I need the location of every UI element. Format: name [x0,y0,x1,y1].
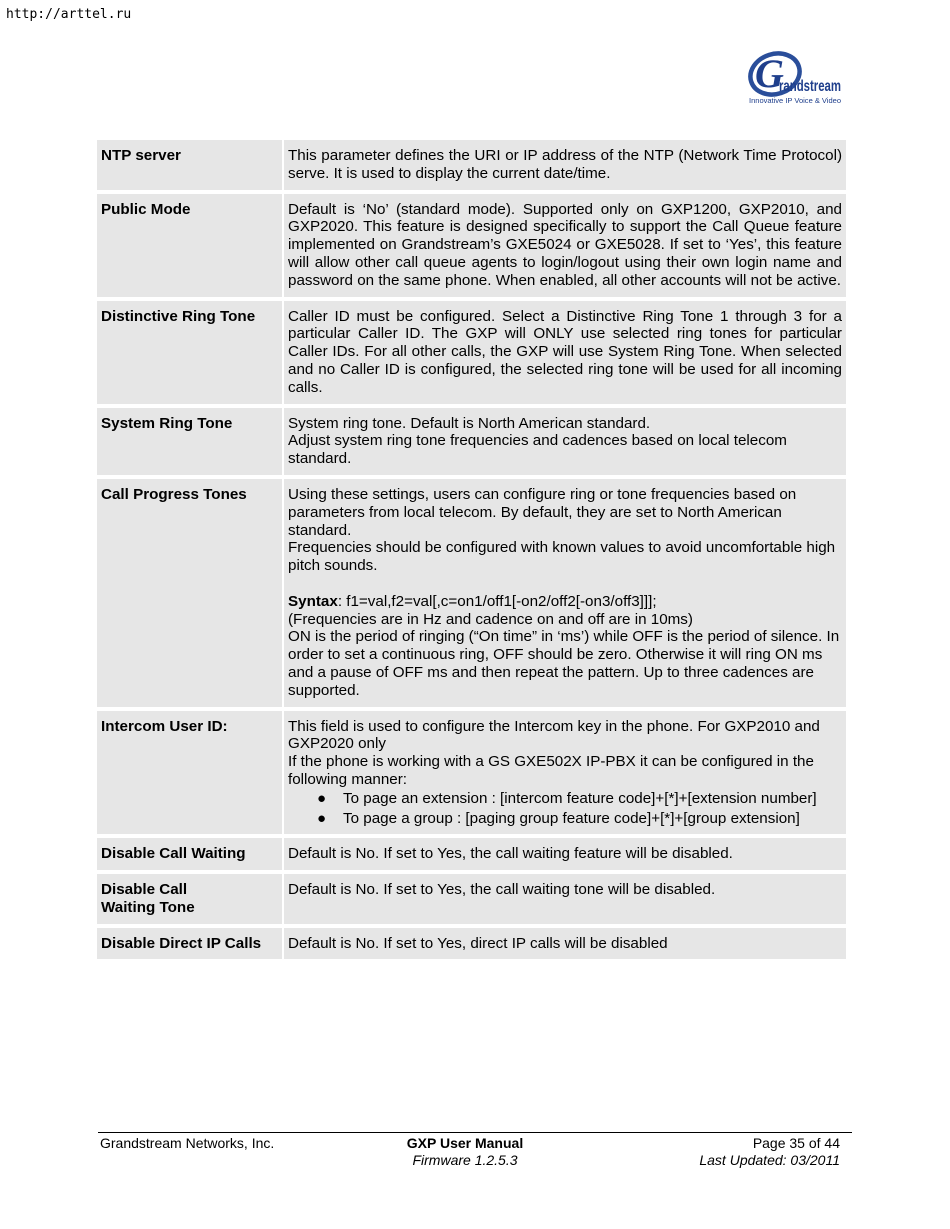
description-text: ON is the period of ringing (“On time” in ‘ms’) while OFF is the period of silence. In order to set a continuous ring, OFF should be zero. Otherwise it will ring ON ms and a pause of OFF ms and then repeat the pattern. Up to three cadences are supported. [288,628,840,699]
param-description [284,928,846,960]
svg-text:randstream: randstream [779,78,841,95]
table-row [97,301,846,404]
footer-last-updated: Last Updated: 03/2011 [699,1152,840,1168]
svg-text:G: G [755,51,784,96]
table-row [97,194,846,297]
description-text: Default is ‘No’ (standard mode). Supported only on GXP1200, GXP2010, and GXP2020. This feature is designed specifically to support the Call Queue feature implemented on Grandstream’s GXE5024 or GXE5028. If set to ‘Yes’, this feature will allow other call queue agents to login/logout using their own login name and password on the same phone. When enabled, all other accounts will not be active. [288,200,842,289]
description-text: Caller ID must be configured. Select a Distinctive Ring Tone 1 through 3 for a particular Caller ID. The GXP will ONLY use selected ring tones for particular Caller IDs. For all other calls, the GXP will use System Ring Tone. When selected and no Caller ID is configured, the selected ring tone will be used for all incoming calls. [288,307,842,396]
param-description [284,479,846,707]
param-name: System Ring Tone [97,408,282,475]
description-text: Default is No. If set to Yes, the call waiting tone will be disabled. [288,881,716,899]
param-description [284,711,846,835]
description-text: This parameter defines the URI or IP address of the NTP (Network Time Protocol) serve. It is used to display the current date/time. [288,147,842,182]
blank-line [288,575,842,593]
list-item [317,809,842,828]
grandstream-logo [745,47,845,109]
param-description [284,140,846,190]
param-name: NTP server [97,140,282,190]
description-text: Using these settings, users can configure ring or tone frequencies based on parameters from local telecom. By default, they are set to North American standard. [288,485,797,539]
param-description [284,194,846,297]
description-text: Adjust system ring tone frequencies and cadences based on local telecom standard. [288,432,787,468]
description-text: This field is used to configure the Intercom key in the phone. For GXP2010 and GXP2020 only [288,717,820,753]
description-text: Default is No. If set to Yes, the call waiting feature will be disabled. [288,845,733,863]
param-description [284,874,846,924]
param-description [284,408,846,475]
description-text: System ring tone. Default is North American standard. [288,414,651,432]
param-name: Distinctive Ring Tone [97,301,282,404]
param-name-line: Waiting Tone [101,898,195,916]
description-text: (Frequencies are in Hz and cadence on and off are in 10ms) [288,610,693,628]
param-name: Public Mode [97,194,282,297]
footer-firmware: Firmware 1.2.5.3 [412,1152,518,1168]
list-item [317,790,842,808]
bullet-icon: ● [317,790,327,808]
source-url: http://arttel.ru [6,7,132,22]
syntax-label: Syntax [288,592,338,610]
param-name [97,874,282,924]
footer-page-number: Page 35 of 44 [752,1135,840,1151]
param-name: Disable Call Waiting [97,838,282,870]
param-description [284,838,846,870]
table-row [97,711,846,835]
table-row [97,408,846,475]
table-row [97,874,846,924]
table-row [97,140,846,190]
footer-page-info [690,1135,840,1169]
param-name: Call Progress Tones [97,479,282,707]
footer-divider [98,1132,852,1133]
table-row [97,479,846,707]
param-name: Disable Direct IP Calls [97,928,282,960]
parameter-table [95,136,848,963]
syntax-text: : f1=val,f2=val[,c=on1/off1[-on2/off2[-on3/off3]]]; [337,592,657,610]
table-row [97,838,846,870]
table-row [97,928,846,960]
footer-manual-title: GXP User Manual [406,1135,524,1151]
param-name: Intercom User ID: [97,711,282,835]
svg-text:Innovative IP Voice & Video: Innovative IP Voice & Video [749,96,841,105]
bullet-icon: ● [317,809,327,827]
footer-company: Grandstream Networks, Inc. [100,1135,275,1151]
param-description [284,301,846,404]
syntax-line [288,593,842,611]
bullet-list [288,790,842,827]
description-text: Default is No. If set to Yes, direct IP calls will be disabled [288,934,668,952]
description-text: If the phone is working with a GS GXE502X IP-PBX it can be configured in the following manner: [288,753,814,788]
footer-manual [400,1135,530,1169]
list-item-text: To page an extension : [intercom feature code]+[*]+[extension number] [343,790,817,808]
list-item-text: To page a group : [paging group feature code]+[*]+[group extension] [343,809,800,827]
param-name-line: Disable Call [101,881,188,899]
description-text: Frequencies should be configured with known values to avoid uncomfortable high pitch sounds. [288,539,836,575]
